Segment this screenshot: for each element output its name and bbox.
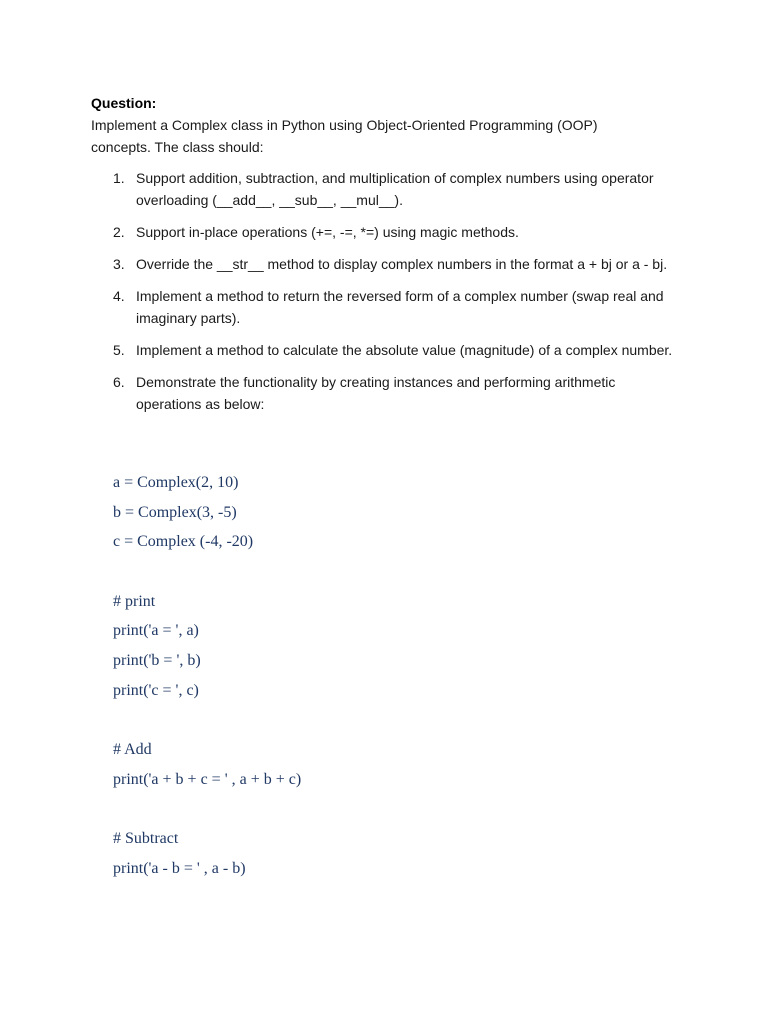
question-intro: Implement a Complex class in Python using Object-Oriented Programming (OOP) concepts. The class should: [91, 117, 598, 155]
requirement-item [91, 167, 681, 211]
code-line: c = Complex (-4, -20) [113, 533, 254, 551]
requirement-number: 1. [113, 170, 125, 186]
requirement-text: Implement a method to return the reversed form of a complex number (swap real and imaginary parts). [136, 288, 664, 326]
requirement-text: Support addition, subtraction, and multiplication of complex numbers using operator overloading (__add__, __sub__, __mul__). [136, 170, 654, 208]
requirement-item [91, 253, 681, 275]
code-blank-line [113, 710, 301, 740]
requirements-list [91, 167, 681, 425]
code-blank-line [113, 561, 301, 591]
code-line: print('a - b = ' , a - b) [113, 859, 246, 877]
requirement-number: 6. [113, 374, 125, 390]
requirement-number: 2. [113, 224, 125, 240]
requirement-item [91, 285, 681, 329]
code-blank-line [113, 799, 301, 829]
code-line: print('c = ', c) [113, 681, 199, 699]
code-line: print('a + b + c = ' , a + b + c) [113, 770, 302, 788]
requirement-number: 4. [113, 288, 125, 304]
code-comment: # Subtract [113, 830, 179, 848]
code-block [113, 472, 301, 888]
code-line: print('a = ', a) [113, 622, 199, 640]
requirement-text: Override the __str__ method to display complex numbers in the format a + bj or a - bj. [136, 256, 668, 272]
requirement-number: 3. [113, 256, 125, 272]
code-line: print('b = ', b) [113, 652, 201, 670]
requirement-number: 5. [113, 342, 125, 358]
requirement-text: Implement a method to calculate the absolute value (magnitude) of a complex number. [136, 342, 673, 358]
code-line: a = Complex(2, 10) [113, 474, 239, 491]
code-line: b = Complex(3, -5) [113, 503, 237, 521]
code-comment: # print [113, 592, 156, 610]
requirement-text: Demonstrate the functionality by creating instances and performing arithmetic operations as below: [136, 374, 616, 412]
question-heading: Question: [91, 95, 157, 111]
requirement-item [91, 221, 681, 243]
requirement-item [91, 339, 681, 361]
requirement-item [91, 371, 681, 415]
requirement-text: Support in-place operations (+=, -=, *=) using magic methods. [136, 224, 519, 240]
code-comment: # Add [113, 741, 152, 759]
